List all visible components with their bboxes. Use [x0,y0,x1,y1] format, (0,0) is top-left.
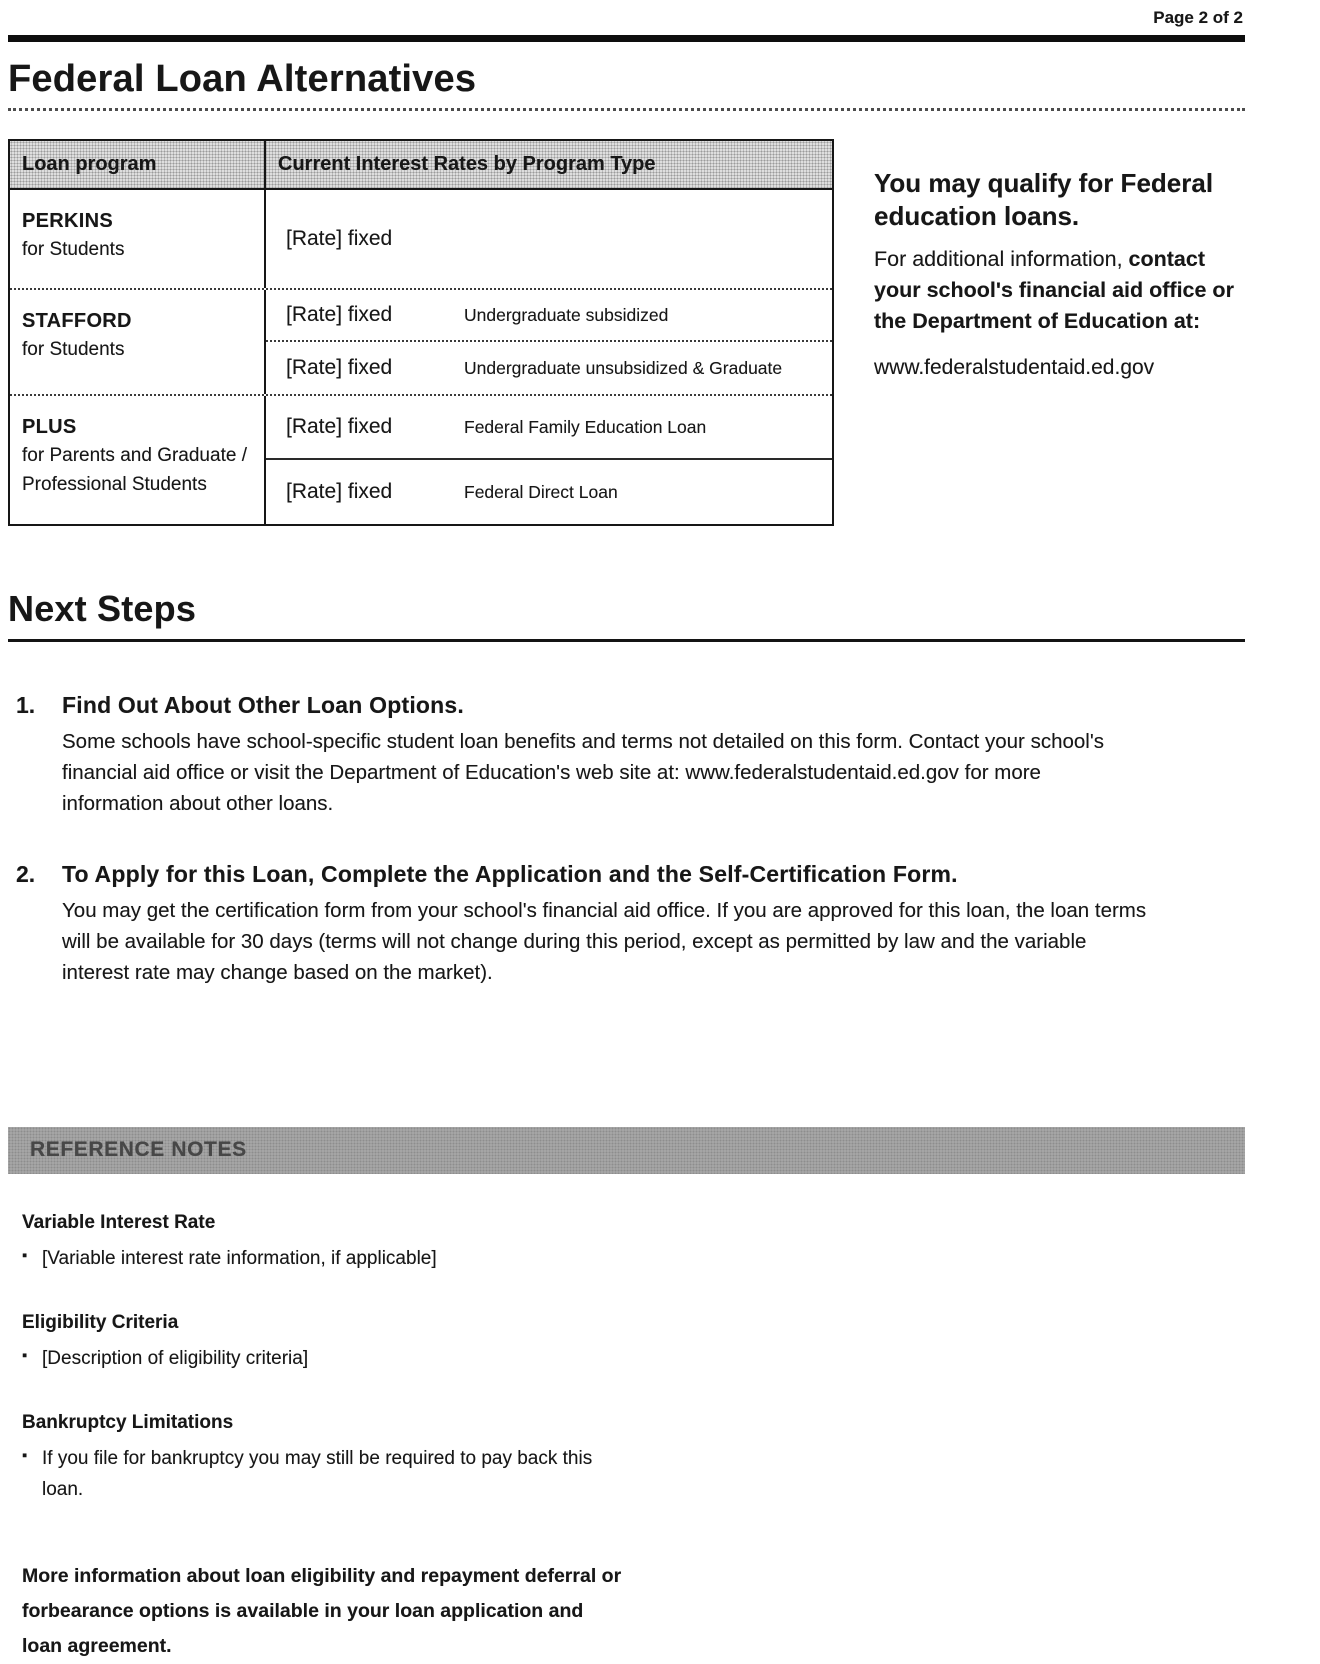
program-name: PLUS [22,416,77,438]
section-title-federal-loan-alternatives: Federal Loan Alternatives [8,58,477,100]
rates-cell [266,396,832,524]
reference-notes-sections [8,1212,1245,1506]
aside-body [874,244,1245,338]
table-header-interest-rates: Current Interest Rates by Program Type [278,153,656,175]
reference-notes-banner [8,1127,1245,1174]
rate-subrow [266,342,832,394]
rate-type: Federal Direct Loan [464,481,618,502]
page-indicator: Page 2 of 2 [1153,8,1243,27]
rate-value: [Rate] fixed [286,480,393,503]
steps-list [8,692,1245,989]
program-audience: for Parents and Graduate / Professional Students [22,445,247,495]
reference-notes-title: REFERENCE NOTES [30,1138,247,1161]
bullet-item: ▪ [Variable interest rate information, if applicable] [22,1244,602,1274]
program-cell [10,190,266,288]
qualify-aside [874,139,1245,526]
program-audience: for Students [22,339,125,360]
aside-heading: You may qualify for Federal education loans. [874,168,1214,231]
closing-note: More information about loan eligibility and repayment deferral or forbearance options is available in your loan application and loan agreement. [22,1565,622,1658]
rate-type: Undergraduate unsubsidized & Graduate [464,357,783,378]
section-title-next-steps: Next Steps [8,588,197,629]
ref-section-heading: Eligibility Criteria [22,1311,179,1333]
rate-subrow [266,190,832,288]
rate-type: Undergraduate subsidized [464,304,669,325]
aside-body-bold: contact your school's financial aid office or the Department of Education at: [874,247,1234,334]
rate-value: [Rate] fixed [286,227,393,250]
rate-value: [Rate] fixed [286,415,393,438]
program-cell [10,290,266,394]
ref-section-bankruptcy-limitations [22,1412,1245,1505]
loan-alternatives-section [8,139,1245,526]
program-cell [10,396,266,524]
program-name: STAFFORD [22,310,132,332]
dotted-rule [8,108,1245,111]
ref-section-variable-interest-rate [22,1212,1245,1274]
next-steps-section [8,588,1245,989]
loan-rates-table [8,139,834,526]
table-row-stafford [10,290,832,396]
step-heading: Find Out About Other Loan Options. [62,692,465,718]
solid-rule [8,639,1245,642]
step-item-2 [16,861,1245,988]
step-heading: To Apply for this Loan, Complete the Application and the Self-Certification Form. [62,861,958,888]
rate-subrow [266,290,832,342]
rate-value: [Rate] fixed [286,303,393,326]
rate-value: [Rate] fixed [286,356,393,379]
ref-section-eligibility-criteria [22,1312,1245,1374]
table-row-plus [10,396,832,524]
ref-section-heading: Bankruptcy Limitations [22,1412,234,1434]
rate-subrow [266,396,832,460]
step-body: You may get the certification form from your school's financial aid office. If you are approved for this loan, the loan terms will be available for 30 days (terms will not change during this period, except as permitted by law and the variable interest rate may change based on the market). [62,899,1147,984]
ref-bullet-list [22,1444,1245,1505]
top-rule [8,35,1245,42]
aside-body-lead: For additional information, [874,247,1129,271]
step-item-1 [16,692,1245,819]
table-header-row [10,141,832,190]
program-audience: for Students [22,239,125,260]
step-content [62,692,1245,819]
step-number: 2. [16,861,36,888]
bullet-item: ▪ If you file for bankruptcy you may still be required to pay back this loan. [22,1444,602,1505]
ref-section-heading: Variable Interest Rate [22,1211,216,1233]
rate-subrow [266,460,832,524]
rate-type: Federal Family Education Loan [464,416,707,437]
bullet-item: ▪ [Description of eligibility criteria] [22,1344,602,1374]
rates-cell [266,290,832,394]
program-name: PERKINS [22,210,114,232]
table-row-perkins [10,190,832,290]
ref-bullet-list [22,1344,1245,1374]
rates-cell [266,190,832,288]
step-content [62,861,1245,988]
step-body: Some schools have school-specific student loan benefits and terms not detailed on this form. Contact your school's financial aid office or visit the Department of Education's web site at: www.federalstudentaid.ed.gov for more information about other loans. [62,730,1104,815]
federal-student-aid-url: www.federalstudentaid.ed.gov [874,355,1155,379]
step-number: 1. [16,692,36,718]
table-header-loan-program: Loan program [10,141,266,188]
ref-bullet-list [22,1244,1245,1274]
